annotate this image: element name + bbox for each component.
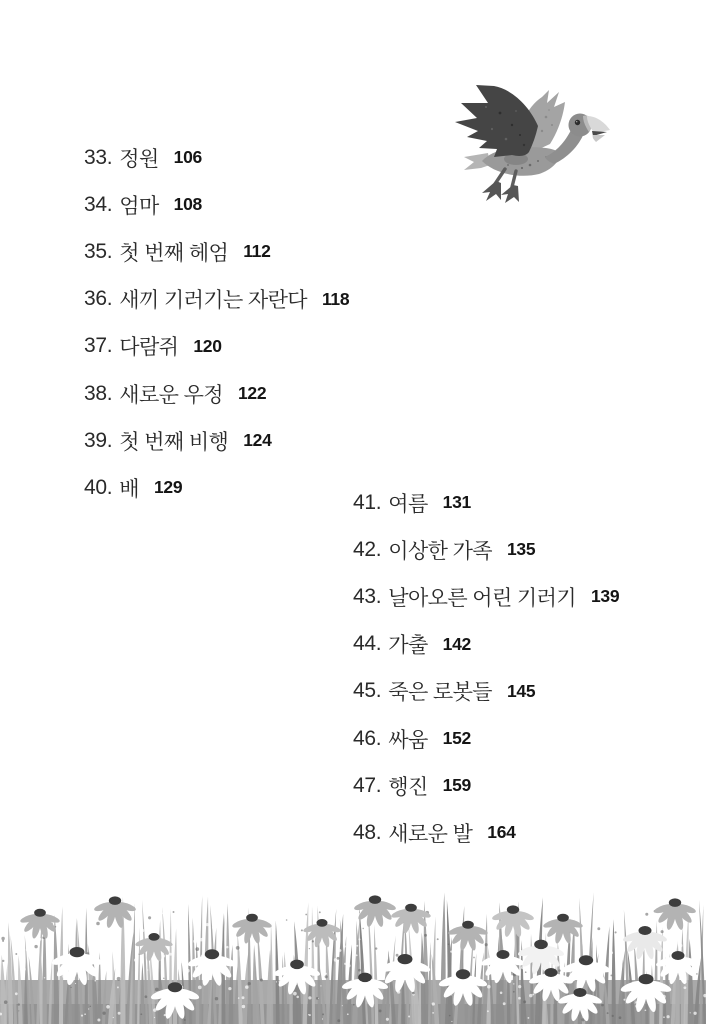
chapter-number: 48.	[353, 820, 382, 844]
toc-entry	[84, 370, 349, 417]
chapter-page-number: 108	[173, 194, 202, 215]
chapter-title: 다람쥐	[119, 336, 179, 360]
toc-entry	[353, 715, 619, 762]
toc-entry	[84, 134, 349, 181]
chapter-page-number: 129	[153, 477, 183, 498]
toc-entry	[353, 479, 619, 526]
chapter-title: 첫 번째 헤엄	[119, 241, 229, 265]
chapter-page-number: 164	[487, 822, 516, 843]
chapter-page-number: 139	[590, 586, 620, 607]
chapter-title: 새로운 발	[388, 822, 473, 846]
chapter-page-number: 120	[193, 335, 222, 356]
chapter-page-number: 122	[237, 383, 267, 404]
toc-entry	[84, 464, 349, 511]
toc-entry	[353, 668, 619, 715]
chapter-number: 38.	[84, 381, 113, 405]
toc-entry	[84, 276, 349, 323]
chapter-title: 날아오른 어린 기러기	[388, 586, 576, 610]
toc-entry	[353, 573, 619, 620]
chapter-number: 37.	[84, 334, 113, 358]
chapter-page-number: 145	[506, 680, 536, 701]
toc-entry	[353, 762, 619, 809]
chapter-title: 싸움	[388, 728, 428, 752]
chapter-page-number: 118	[321, 288, 350, 309]
toc-entry	[84, 228, 349, 275]
chapter-number: 40.	[84, 475, 113, 499]
chapter-title: 새끼 기러기는 자란다	[119, 289, 307, 313]
meadow-illustration	[0, 884, 706, 1024]
chapter-title: 배	[119, 477, 139, 501]
chapter-title: 엄마	[119, 194, 159, 218]
flying-goose-illustration	[450, 73, 630, 205]
chapter-number: 44.	[353, 632, 382, 656]
chapter-page-number: 142	[442, 633, 471, 654]
chapter-title: 이상한 가족	[388, 539, 492, 563]
chapter-title: 첫 번째 비행	[119, 430, 229, 454]
chapter-number: 35.	[84, 239, 113, 263]
toc-entry	[353, 809, 619, 856]
chapter-number: 47.	[353, 773, 382, 797]
goose-near-wing	[455, 85, 538, 157]
toc-left-column	[84, 134, 349, 512]
toc-entry	[84, 181, 349, 228]
chapter-title: 새로운 우정	[119, 383, 223, 407]
chapter-page-number: 106	[173, 147, 202, 168]
toc-entry	[353, 526, 619, 573]
chapter-page-number: 131	[442, 492, 471, 513]
goose-eye	[575, 120, 580, 125]
chapter-number: 39.	[84, 428, 113, 452]
chapter-title: 죽은 로봇들	[388, 681, 492, 705]
toc-right-column	[353, 479, 619, 857]
chapter-title: 가출	[388, 634, 428, 658]
chapter-number: 34.	[84, 192, 113, 216]
chapter-title: 여름	[388, 492, 428, 516]
chapter-number: 46.	[353, 726, 382, 750]
chapter-number: 43.	[353, 584, 382, 608]
chapter-page-number: 159	[442, 775, 471, 796]
chapter-title: 정원	[119, 147, 159, 171]
chapter-number: 41.	[353, 490, 382, 514]
chapter-number: 42.	[353, 537, 382, 561]
toc-entry	[84, 417, 349, 464]
toc-entry	[353, 621, 619, 668]
chapter-number: 45.	[353, 679, 382, 703]
chapter-page-number: 135	[506, 539, 536, 560]
chapter-number: 33.	[84, 145, 113, 169]
chapter-title: 행진	[388, 775, 428, 799]
chapter-page-number: 124	[243, 430, 272, 451]
chapter-page-number: 152	[442, 728, 471, 749]
chapter-number: 36.	[84, 287, 113, 311]
chapter-page-number: 112	[243, 241, 271, 262]
toc-entry	[84, 323, 349, 370]
